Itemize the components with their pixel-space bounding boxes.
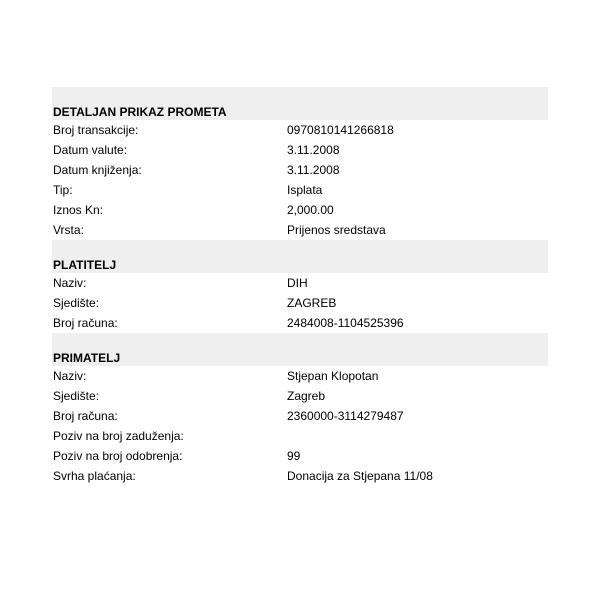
field-value: Stjepan Klopotan xyxy=(287,369,379,383)
field-label: Vrsta: xyxy=(53,223,84,237)
field-label: Broj računa: xyxy=(53,316,118,330)
detail-row xyxy=(52,386,548,406)
field-value: Zagreb xyxy=(287,389,326,403)
section-title: PRIMATELJ xyxy=(53,351,121,365)
field-value: 99 xyxy=(287,449,301,463)
detail-row xyxy=(52,220,548,240)
detail-row xyxy=(52,446,548,466)
field-label: Datum knjiženja: xyxy=(53,163,142,177)
section-header-transaction xyxy=(52,87,548,120)
field-value: DIH xyxy=(287,276,308,290)
section-title: PLATITELJ xyxy=(53,258,117,272)
field-value: Donacija za Stjepana 11/08 xyxy=(287,469,433,483)
field-label: Iznos Kn: xyxy=(53,203,104,217)
field-label: Broj transakcije: xyxy=(53,123,139,137)
detail-row xyxy=(52,466,548,486)
detail-row xyxy=(52,200,548,220)
section-header-payer xyxy=(52,240,548,273)
field-label: Poziv na broj odobrenja: xyxy=(53,449,183,463)
detail-row xyxy=(52,406,548,426)
field-label: Sjedište: xyxy=(53,389,100,403)
field-label: Broj računa: xyxy=(53,409,118,423)
field-value: 3.11.2008 xyxy=(287,163,340,177)
field-value: Prijenos sredstava xyxy=(287,223,386,237)
field-value: 3.11.2008 xyxy=(287,143,340,157)
transaction-detail xyxy=(52,87,548,486)
field-value: 2,000.00 xyxy=(287,203,334,217)
detail-row xyxy=(52,273,548,293)
section-header-payee xyxy=(52,333,548,366)
detail-row xyxy=(52,180,548,200)
detail-row xyxy=(52,313,548,333)
field-label: Tip: xyxy=(53,183,73,197)
detail-row xyxy=(52,426,548,446)
field-label: Naziv: xyxy=(53,276,87,290)
field-label: Svrha plaćanja: xyxy=(53,469,136,483)
field-label: Datum valute: xyxy=(53,143,128,157)
section-title: DETALJAN PRIKAZ PROMETA xyxy=(53,105,227,119)
field-value: 2484008-1104525396 xyxy=(287,316,404,330)
detail-row xyxy=(52,293,548,313)
field-value: 0970810141266818 xyxy=(287,123,394,137)
field-label: Sjedište: xyxy=(53,296,100,310)
detail-row xyxy=(52,140,548,160)
field-label: Poziv na broj zaduženja: xyxy=(53,429,184,443)
detail-row xyxy=(52,366,548,386)
field-value: ZAGREB xyxy=(287,296,337,310)
field-value: Isplata xyxy=(287,183,323,197)
field-label: Naziv: xyxy=(53,369,87,383)
detail-row xyxy=(52,120,548,140)
detail-row xyxy=(52,160,548,180)
field-value: 2360000-3114279487 xyxy=(287,409,404,423)
